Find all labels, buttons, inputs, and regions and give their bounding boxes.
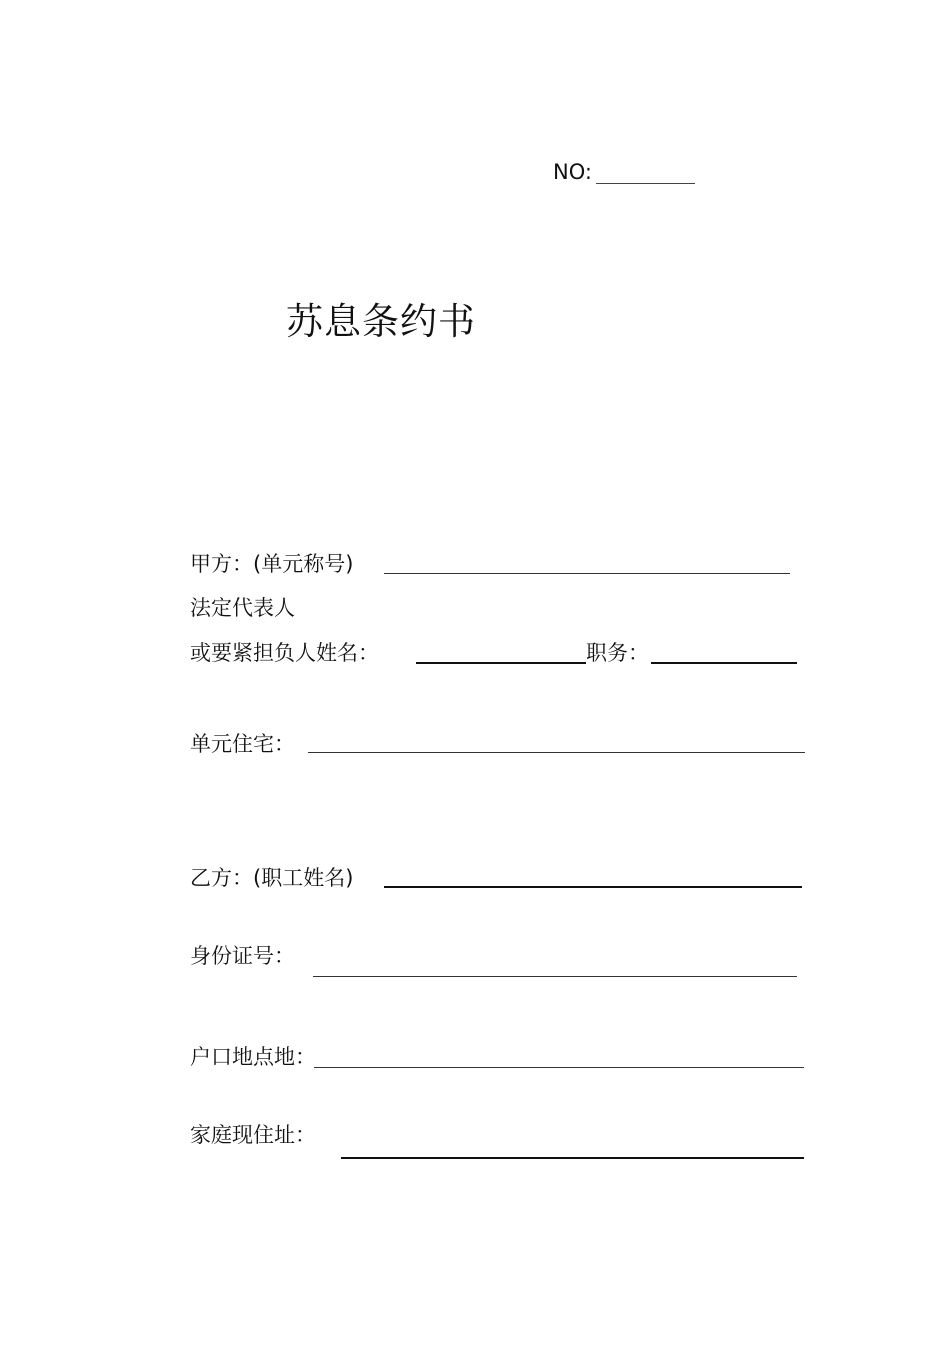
- document-title: 苏息条约书: [286, 300, 476, 343]
- id-number-blank[interactable]: [313, 976, 797, 977]
- party-b-label: 乙方：(职工姓名): [190, 866, 354, 890]
- document-number-blank[interactable]: [596, 183, 695, 184]
- position-label: 职务：: [586, 641, 649, 665]
- id-number-label: 身份证号：: [190, 944, 295, 968]
- principal-name-label: 或要紧担负人姓名：: [190, 641, 379, 665]
- home-address-blank[interactable]: [341, 1157, 804, 1159]
- hukou-location-blank[interactable]: [314, 1067, 804, 1068]
- party-a-name-blank[interactable]: [384, 573, 790, 574]
- party-b-name-blank[interactable]: [384, 886, 802, 888]
- unit-address-label: 单元住宅：: [190, 732, 295, 756]
- unit-address-blank[interactable]: [308, 752, 805, 753]
- document-number-label: NO:: [553, 160, 592, 184]
- party-a-label: 甲方：(单元称号): [190, 552, 354, 576]
- legal-representative-label: 法定代表人: [190, 596, 295, 620]
- hukou-location-label: 户口地点地：: [190, 1045, 316, 1069]
- home-address-label: 家庭现住址：: [190, 1123, 316, 1147]
